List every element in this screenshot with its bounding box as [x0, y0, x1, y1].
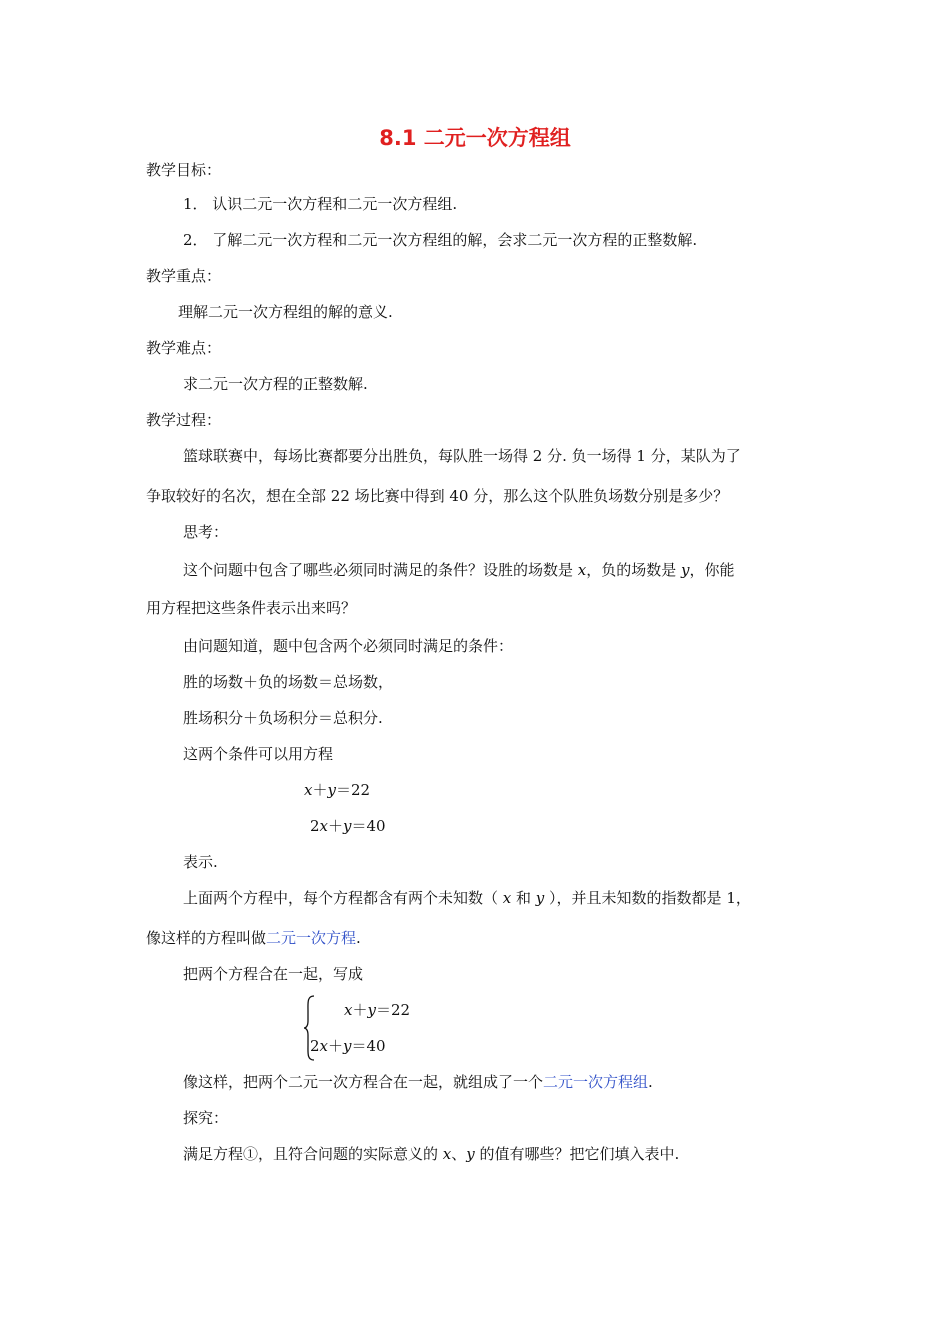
explain-line-1 [183, 888, 751, 908]
combine-intro: 把两个方程合在一起，写成 [183, 965, 364, 983]
difficulty-text: 求二元一次方程的正整数解. [183, 375, 368, 393]
think-line-2: 用方程把这些条件表示出来吗？ [146, 599, 357, 617]
explain-line-2 [146, 928, 361, 948]
sys2-x: x [319, 1037, 329, 1055]
goal-1: 1． 认识二元一次方程和二元一次方程组. [183, 195, 458, 213]
eq2-x: x [319, 817, 329, 835]
sys2-coef: 2 [310, 1037, 320, 1055]
explore-sep: 、 [451, 1145, 467, 1163]
system-equation-1 [344, 1000, 410, 1020]
key-text: 理解二元一次方程组的解的意义. [178, 303, 393, 321]
condition-2: 胜场积分＋负场积分＝总积分. [183, 709, 383, 727]
represent-text: 表示. [183, 853, 218, 871]
sys2-y: y [343, 1037, 352, 1055]
key-heading: 教学重点： [146, 267, 222, 285]
equation-1 [304, 780, 370, 800]
sys1-plus: ＋ [352, 1001, 368, 1019]
equation-intro: 这两个条件可以用方程 [183, 745, 334, 763]
explain-and: 和 [511, 889, 536, 907]
system-definition [183, 1072, 653, 1092]
equation-2 [310, 816, 386, 836]
explore-x: x [442, 1145, 452, 1163]
explore-text-a: 满足方程①，且符合问题的实际意义的 [183, 1145, 443, 1163]
think-label: 思考： [183, 523, 229, 541]
goal-2: 2． 了解二元一次方程和二元一次方程组的解，会求二元一次方程的正整数解. [183, 231, 698, 249]
condition-1: 胜的场数＋负的场数＝总场数， [183, 673, 394, 691]
think-text-a: 这个问题中包含了哪些必须同时满足的条件？设胜的场数是 [183, 561, 578, 579]
sys1-y: y [367, 1001, 376, 1019]
sys1-x: x [344, 1001, 353, 1019]
difficulty-heading: 教学难点： [146, 339, 222, 357]
explain-text-a: 上面两个方程中，每个方程都含有两个未知数（ [183, 889, 503, 907]
explore-line [183, 1144, 679, 1164]
eq1-plus: ＋ [312, 781, 328, 799]
var-y: y [681, 561, 690, 579]
system-text: 像这样，把两个二元一次方程合在一起，就组成了一个 [183, 1073, 544, 1091]
process-heading: 教学过程： [146, 411, 222, 429]
system-equation-2 [310, 1036, 386, 1056]
problem-line-1: 篮球联赛中，每场比赛都要分出胜负，每队胜一场得 2 分. 负一场得 1 分，某队为了 [183, 447, 741, 465]
think-text-b: ，负的场数是 [586, 561, 682, 579]
eq2-y: y [343, 817, 352, 835]
sys2-rhs: ＝40 [351, 1037, 386, 1055]
eq1-rhs: ＝22 [335, 781, 371, 799]
think-line-1 [183, 560, 735, 580]
eq1-x: x [304, 781, 313, 799]
system-period: . [648, 1073, 653, 1091]
explain-text-b: ），并且未知数的指数都是 1， [544, 889, 751, 907]
page-title: 8.1 二元一次方程组 [379, 126, 571, 150]
term-system-link[interactable]: 二元一次方程组 [543, 1073, 649, 1091]
var-x: x [577, 561, 587, 579]
eq2-coef: 2 [310, 817, 320, 835]
explore-text-b: 的值有哪些？把它们填入表中. [474, 1145, 680, 1163]
conditions-intro: 由问题知道，题中包含两个必须同时满足的条件： [183, 637, 514, 655]
eq1-y: y [327, 781, 336, 799]
explore-label: 探究： [183, 1109, 229, 1127]
think-text-c: ，你能 [689, 561, 735, 579]
sys2-plus: ＋ [328, 1037, 344, 1055]
explain-text-c: 像这样的方程叫做 [146, 929, 267, 947]
eq2-plus: ＋ [328, 817, 344, 835]
term-equation-link[interactable]: 二元一次方程 [266, 929, 357, 947]
eq2-rhs: ＝40 [351, 817, 386, 835]
goals-heading: 教学目标： [146, 161, 222, 179]
explain-y: y [535, 889, 545, 907]
explain-period: . [356, 929, 361, 947]
explain-x: x [502, 889, 512, 907]
explore-y: y [466, 1145, 475, 1163]
problem-line-2: 争取较好的名次，想在全部 22 场比赛中得到 40 分，那么这个队胜负场数分别是多少？ [146, 487, 729, 505]
sys1-rhs: ＝22 [375, 1001, 411, 1019]
